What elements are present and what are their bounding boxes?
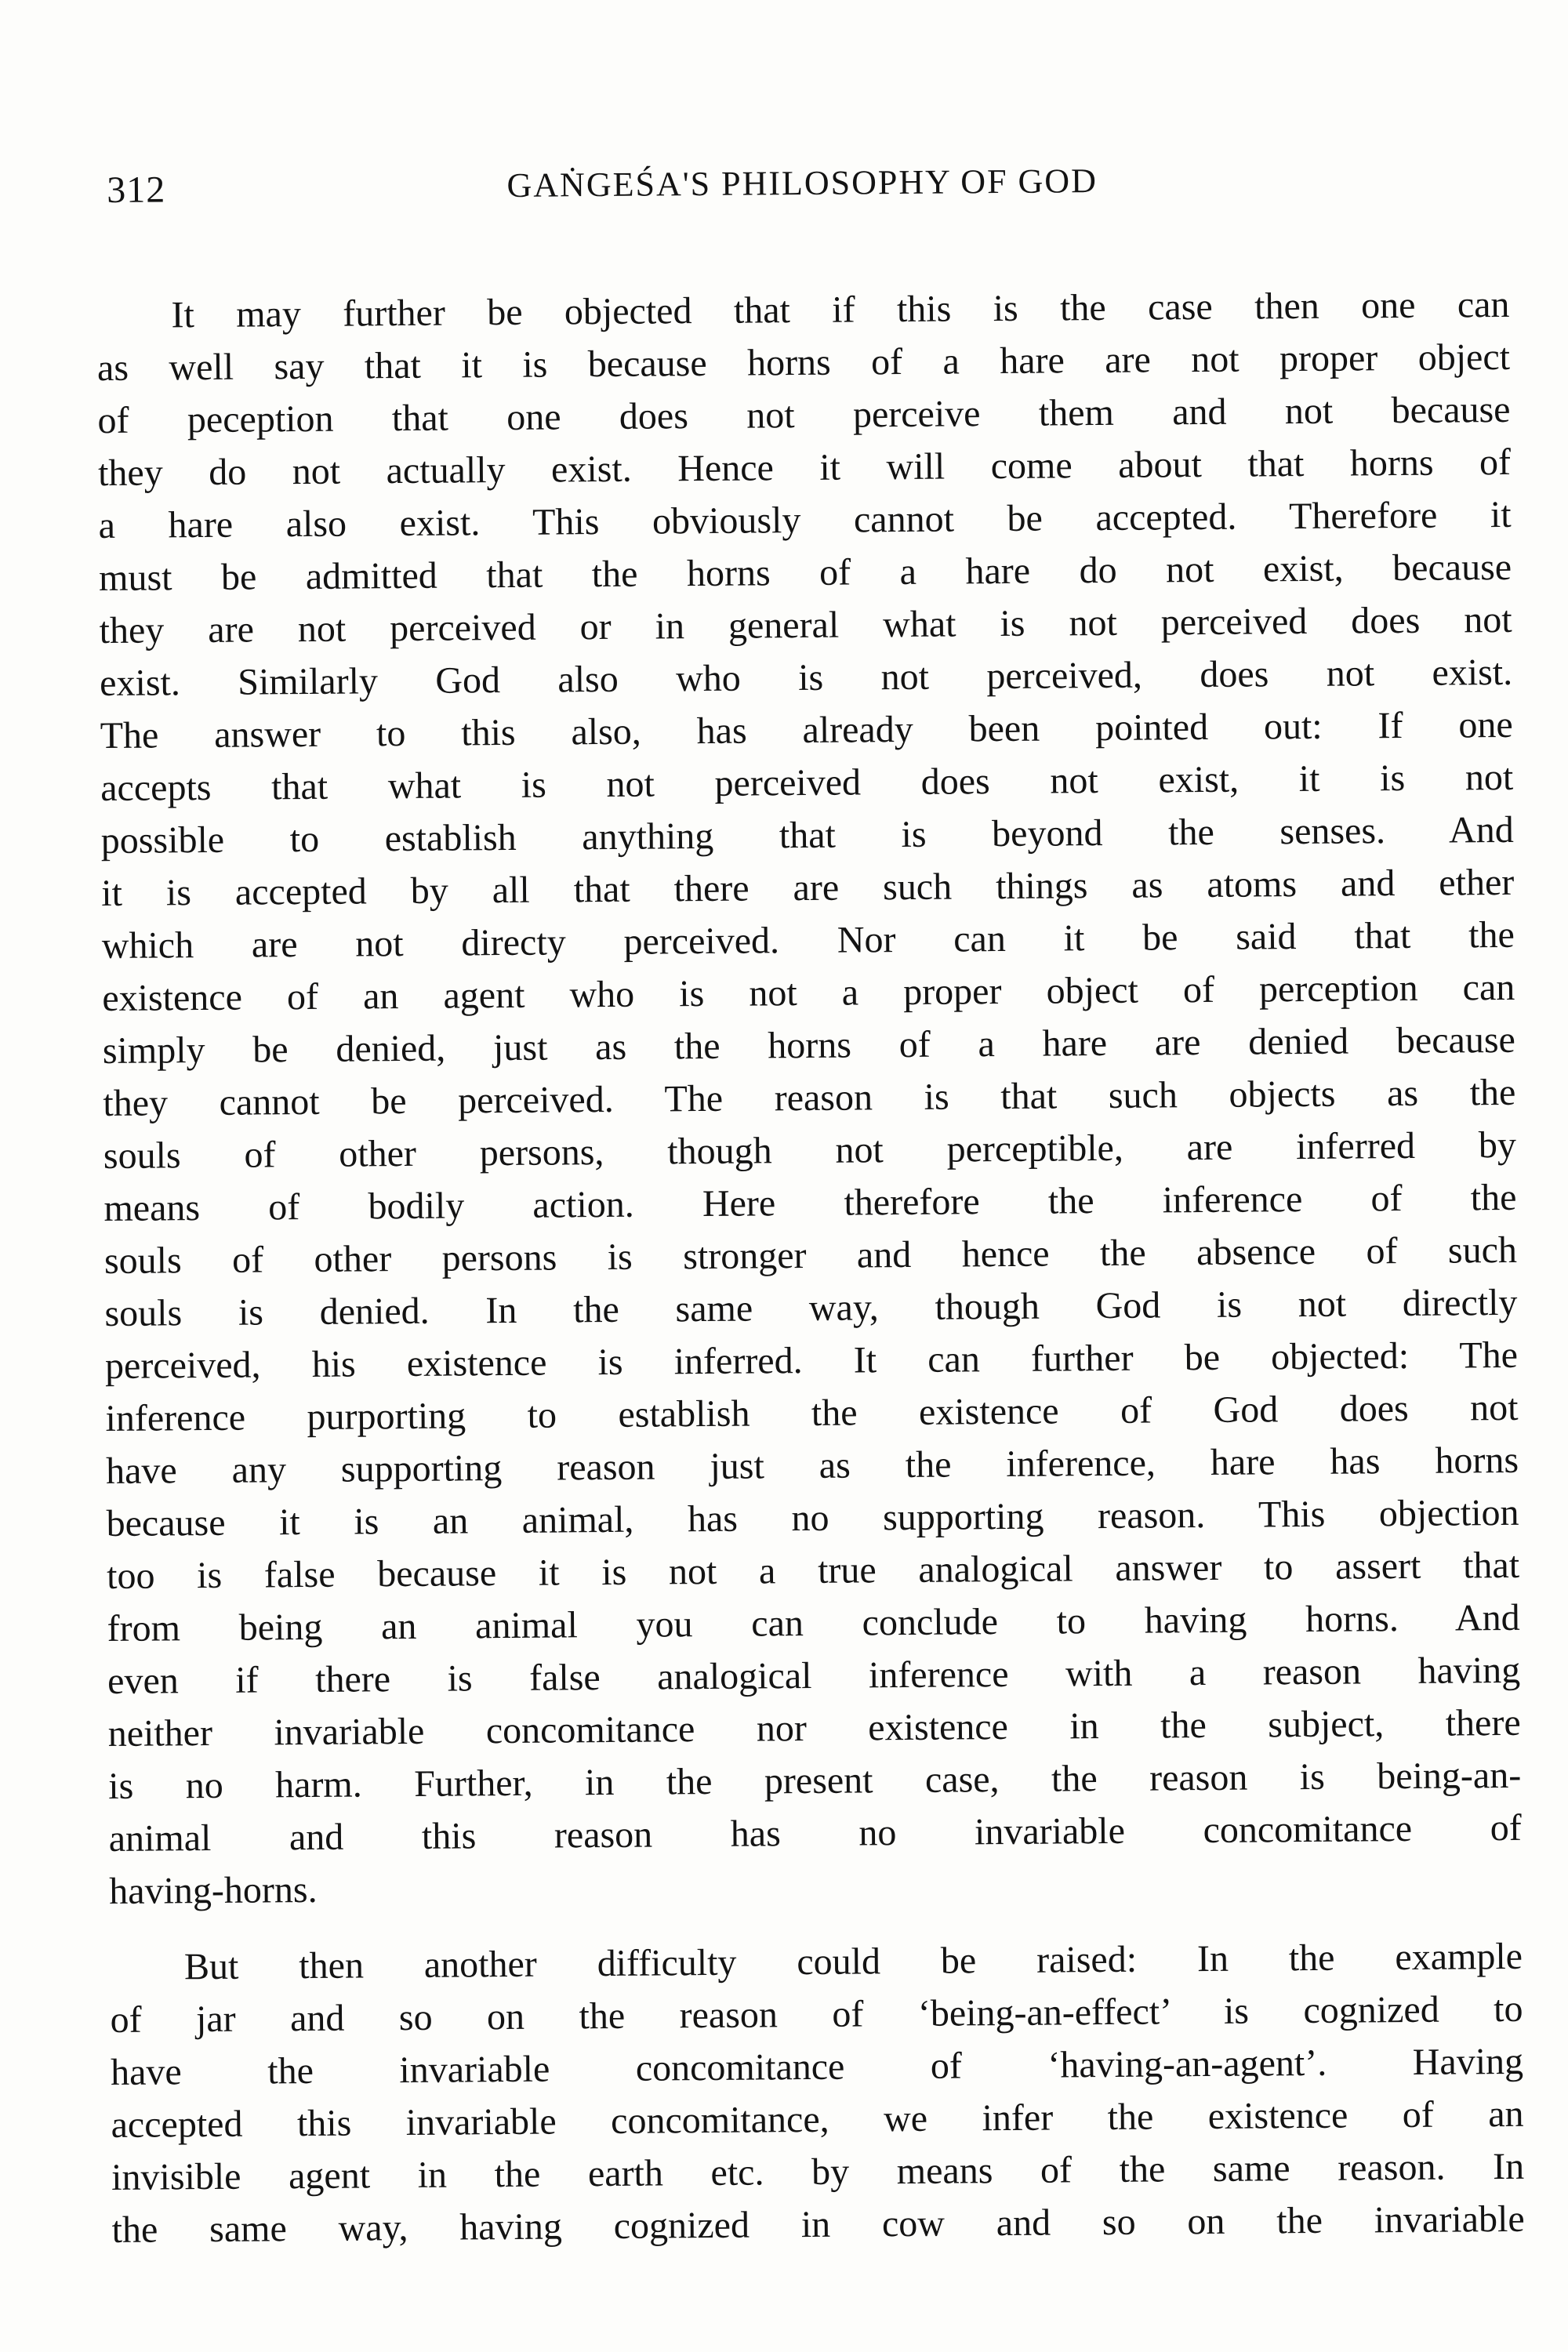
text-line: of peception that one does not perceive them and not because <box>97 388 1511 442</box>
text-line: souls of other persons is stronger and hence the absence of such <box>103 1229 1518 1283</box>
text-line: means of bodily action. Here therefore the inference of the <box>103 1176 1517 1230</box>
text-line: accepts that what is not perceived does not exist, it is not <box>100 756 1514 810</box>
page-number: 312 <box>107 169 166 211</box>
text-line: souls of other persons, though not perceptible, are inferred by <box>103 1123 1517 1178</box>
text-line: they are not perceived or in general what is not perceived does not <box>99 598 1512 652</box>
text-line: which are not directy perceived. Nor can it be said that the <box>101 913 1515 967</box>
text-line: But then another difficulty could be raised: In the example <box>183 1935 1523 1988</box>
text-line: simply be denied, just as the horns of a hare are denied because <box>102 1018 1516 1073</box>
text-line: exist. Similarly God also who is not perceived, does not exist. <box>99 651 1513 705</box>
text-line: they do not actually exist. Hence it will come about that horns of <box>97 441 1512 495</box>
text-line: It may further be objected that if this is the case then one can <box>171 283 1510 336</box>
page-header <box>96 158 1508 217</box>
text-line: have the invariable concomitance of ‘having-an-agent’. Having <box>110 2040 1524 2094</box>
page-title: GAṄGEŚA'S PHILOSOPHY OF GOD <box>506 162 1098 205</box>
text-line: souls is denied. In the same way, though God is not directly <box>104 1281 1518 1335</box>
text-line: accepted this invariable concomitance, we infer the existence of an <box>111 2092 1524 2146</box>
text-line: existence of an agent who is not a proper object of perception can <box>102 966 1515 1020</box>
text-line: inference purporting to establish the existence of God does not <box>105 1386 1519 1440</box>
text-line: must be admitted that the horns of a hare do not exist, because <box>98 546 1512 600</box>
text-block <box>96 278 1525 2256</box>
text-line: of jar and so on the reason of ‘being-an-effect’ is cognized to <box>110 1987 1523 2042</box>
page-content <box>96 158 1525 2256</box>
paragraph <box>96 278 1522 1918</box>
text-line: is no harm. Further, in the present case, the reason is being-an- <box>108 1754 1522 1808</box>
text-line: it is accepted by all that there are such things as atoms and ether <box>101 861 1515 915</box>
text-line: possible to establish anything that is beyond the senses. And <box>100 808 1514 862</box>
text-line: invisible agent in the earth etc. by means of the same reason. In <box>111 2145 1525 2198</box>
text-line: they cannot be perceived. The reason is that such objects as the <box>103 1071 1516 1125</box>
text-line: because it is an animal, has no supporting reason. This objection <box>106 1491 1519 1545</box>
text-line: neither invariable concomitance nor existence in the subject, there <box>107 1701 1521 1755</box>
text-line: having-horns. <box>109 1868 318 1913</box>
text-line: from being an animal you can conclude to having horns. And <box>107 1596 1520 1650</box>
text-line: have any supporting reason just as the inference, hare has horns <box>105 1439 1519 1493</box>
text-line: animal and this reason has no invariable concomitance of <box>108 1806 1522 1860</box>
text-line: too is false because it is not a true analogical answer to assert that <box>106 1544 1520 1598</box>
text-line: as well say that it is because horns of a hare are not proper object <box>96 336 1511 390</box>
text-line: The answer to this also, has already been pointed out: If one <box>100 703 1513 757</box>
text-line: perceived, his existence is inferred. It can further be objected: The <box>104 1334 1519 1388</box>
text-line: a hare also exist. This obviously cannot be accepted. Therefore it <box>98 493 1512 547</box>
paragraph <box>110 1930 1525 2256</box>
text-line: even if there is false analogical inference with a reason having <box>107 1649 1521 1703</box>
text-line: the same way, having cognized in cow and so on the invariable <box>111 2198 1525 2251</box>
